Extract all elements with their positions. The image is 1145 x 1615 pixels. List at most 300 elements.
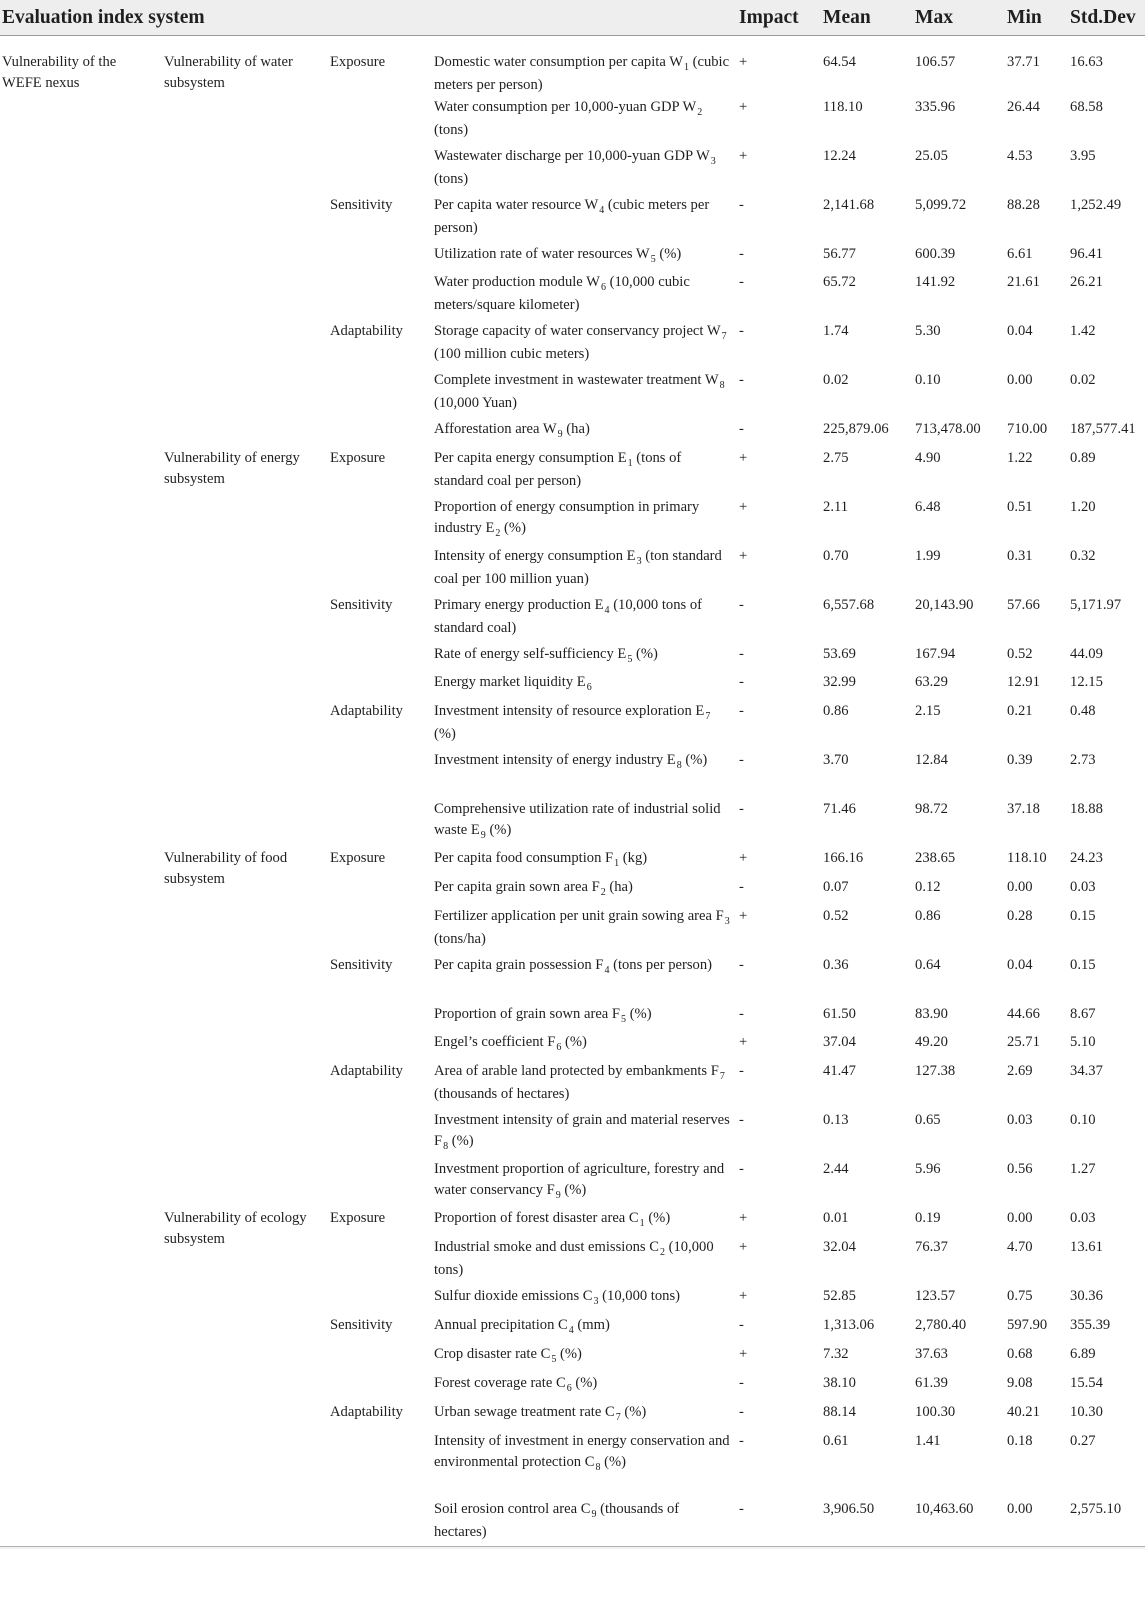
max-cell: 0.12 <box>915 879 941 895</box>
indicator-subscript: 5 <box>627 654 633 665</box>
dimension-cell: Adaptability <box>330 1404 403 1420</box>
mean-cell: 118.10 <box>823 99 863 115</box>
indicator-subscript: 1 <box>614 858 620 869</box>
min-cell: 2.69 <box>1007 1063 1033 1079</box>
indicator-name: Investment intensity of resource exploration E <box>434 703 705 719</box>
indicator-subscript: 9 <box>557 429 563 440</box>
indicator-unit: (%) <box>626 1006 652 1022</box>
indicator-name: Fertilizer application per unit grain sowing area F <box>434 908 724 924</box>
mean-cell: 0.52 <box>823 908 849 924</box>
indicator-cell <box>434 144 739 193</box>
indicator-cell <box>434 748 739 797</box>
impact-cell: - <box>739 372 744 388</box>
mean-cell: 52.85 <box>823 1288 856 1304</box>
indicator-cell <box>434 1059 739 1108</box>
indicator-unit: (%) <box>560 1181 587 1198</box>
impact-cell: + <box>739 148 748 164</box>
indicator-name: Proportion of grain sown area F <box>434 1006 621 1022</box>
impact-cell: - <box>739 957 744 973</box>
indicator-unit: (ton standard coal per 100 million yuan) <box>434 548 722 587</box>
max-cell: 0.64 <box>915 957 941 973</box>
std-cell: 5.10 <box>1070 1034 1096 1050</box>
max-cell: 83.90 <box>915 1006 948 1022</box>
indicator-cell <box>434 1342 739 1371</box>
indicator-name: Domestic water consumption per capita W <box>434 54 683 70</box>
indicator-unit: (%) <box>571 1375 598 1391</box>
indicator-unit: (%) <box>632 646 658 662</box>
dimension-cell: Exposure <box>330 450 386 466</box>
impact-cell: + <box>739 1288 748 1304</box>
min-cell: 21.61 <box>1007 274 1040 290</box>
std-cell: 15.54 <box>1070 1375 1103 1391</box>
table-row <box>0 36 1145 96</box>
impact-cell: + <box>739 548 748 564</box>
std-cell: 34.37 <box>1070 1063 1103 1079</box>
impact-cell: - <box>739 421 744 437</box>
indicator-subscript: 3 <box>724 916 730 927</box>
indicator-name: Wastewater discharge per 10,000-yuan GDP W <box>434 148 710 164</box>
min-cell: 1.22 <box>1007 450 1033 466</box>
indicator-name: Soil erosion control area C <box>434 1501 591 1517</box>
indicator-cell <box>434 242 739 270</box>
indicator-name: Afforestation area W <box>434 421 557 437</box>
indicator-subscript: 9 <box>480 829 486 841</box>
indicator-name: Water consumption per 10,000-yuan GDP W <box>434 99 697 115</box>
min-cell: 0.31 <box>1007 548 1033 564</box>
impact-cell: - <box>739 1375 744 1391</box>
impact-cell: - <box>739 1006 744 1022</box>
impact-cell: + <box>739 450 748 466</box>
indicator-name: Comprehensive utilization rate of industrial solid waste E <box>434 801 721 838</box>
indicator-cell <box>434 699 739 748</box>
indicator-unit: (ha) <box>605 879 633 895</box>
indicator-subscript: 7 <box>705 711 711 722</box>
min-cell: 12.91 <box>1007 674 1040 690</box>
std-cell: 0.02 <box>1070 372 1096 388</box>
impact-cell: - <box>739 674 744 690</box>
indicator-unit: (tons) <box>434 121 469 138</box>
impact-cell: + <box>739 1210 748 1226</box>
indicator-unit: (10,000 cubic meters/square kilometer) <box>434 274 690 313</box>
indicator-name: Proportion of forest disaster area C <box>434 1210 639 1226</box>
max-cell: 167.94 <box>915 646 956 662</box>
indicator-cell <box>434 1157 739 1206</box>
indicator-cell <box>434 417 739 446</box>
table-row <box>0 1206 1145 1235</box>
std-cell: 96.41 <box>1070 246 1103 262</box>
min-cell: 26.44 <box>1007 99 1040 115</box>
std-cell: 24.23 <box>1070 850 1103 866</box>
std-cell: 1,252.49 <box>1070 197 1122 213</box>
std-cell: 26.21 <box>1070 274 1103 290</box>
mean-cell: 225,879.06 <box>823 421 889 437</box>
indicator-unit: (100 million cubic meters) <box>434 345 590 362</box>
indicator-name: Water production module W <box>434 274 600 290</box>
indicator-subscript: 1 <box>639 1218 645 1229</box>
dimension-cell: Adaptability <box>330 323 403 339</box>
min-cell: 88.28 <box>1007 197 1040 213</box>
min-cell: 710.00 <box>1007 421 1048 437</box>
mean-cell: 2.11 <box>823 499 849 515</box>
mean-cell: 38.10 <box>823 1375 856 1391</box>
std-cell: 2,575.10 <box>1070 1501 1122 1517</box>
std-cell: 3.95 <box>1070 148 1096 164</box>
indicator-name: Per capita grain sown area F <box>434 879 600 895</box>
mean-cell: 0.13 <box>823 1112 849 1128</box>
mean-cell: 3.70 <box>823 752 849 768</box>
table-footer-rule <box>0 1546 1145 1549</box>
table-row <box>0 446 1145 495</box>
indicator-unit: (tons) <box>434 170 469 187</box>
indicator-subscript: 5 <box>621 1014 627 1025</box>
mean-cell: 2.44 <box>823 1161 849 1177</box>
mean-cell: 0.36 <box>823 957 849 973</box>
indicator-name: Complete investment in wastewater treatment W <box>434 372 719 388</box>
mean-cell: 0.61 <box>823 1433 849 1449</box>
indicator-name: Annual precipitation C <box>434 1317 568 1333</box>
dimension-cell: Sensitivity <box>330 597 393 613</box>
max-cell: 5,099.72 <box>915 197 967 213</box>
indicator-subscript: 7 <box>719 1071 725 1082</box>
mean-cell: 88.14 <box>823 1404 856 1420</box>
indicator-name: Utilization rate of water resources W <box>434 246 650 262</box>
std-cell: 1.42 <box>1070 323 1096 339</box>
dimension-cell: Adaptability <box>330 703 403 719</box>
indicator-unit: (cubic meters per person) <box>434 54 730 93</box>
indicator-name: Storage capacity of water conservancy project W <box>434 323 721 339</box>
max-cell: 238.65 <box>915 850 956 866</box>
indicator-subscript: 1 <box>627 458 633 469</box>
impact-cell: - <box>739 879 744 895</box>
indicator-cell <box>434 642 739 670</box>
min-cell: 0.03 <box>1007 1112 1033 1128</box>
indicator-subscript: 8 <box>443 1140 449 1152</box>
mean-cell: 32.99 <box>823 674 856 690</box>
header-std-dev: Std.Dev <box>1070 0 1145 36</box>
impact-cell: - <box>739 1404 744 1420</box>
max-cell: 0.86 <box>915 908 941 924</box>
indicator-subscript: 4 <box>599 205 605 216</box>
indicator-subscript: 5 <box>551 1354 557 1365</box>
indicator-unit: (%) <box>644 1210 671 1226</box>
min-cell: 6.61 <box>1007 246 1033 262</box>
indicator-unit: (%) <box>681 752 708 768</box>
min-cell: 40.21 <box>1007 1404 1040 1420</box>
mean-cell: 0.02 <box>823 372 849 388</box>
indicator-cell <box>434 670 739 699</box>
indicator-name: Proportion of energy consumption in primary industry E <box>434 499 700 536</box>
std-cell: 0.10 <box>1070 1112 1096 1128</box>
mean-cell: 1.74 <box>823 323 849 339</box>
indicator-cell <box>434 1313 739 1342</box>
indicator-subscript: 3 <box>593 1296 599 1307</box>
indicator-cell <box>434 904 739 953</box>
indicator-name: Intensity of energy consumption E <box>434 548 636 564</box>
indicator-cell <box>434 1235 739 1284</box>
indicator-cell <box>434 1002 739 1030</box>
impact-cell: + <box>739 99 748 115</box>
indicator-name: Industrial smoke and dust emissions C <box>434 1239 659 1255</box>
indicator-name: Per capita energy consumption E <box>434 450 627 466</box>
indicator-subscript: 2 <box>659 1247 665 1258</box>
mean-cell: 61.50 <box>823 1006 856 1022</box>
impact-cell: - <box>739 703 744 719</box>
min-cell: 0.18 <box>1007 1433 1033 1449</box>
indicator-name: Engel’s coefficient F <box>434 1034 556 1050</box>
header-evaluation-index-system: Evaluation index system <box>0 0 739 36</box>
min-cell: 9.08 <box>1007 1375 1033 1391</box>
mean-cell: 37.04 <box>823 1034 856 1050</box>
indicator-cell <box>434 593 739 642</box>
mean-cell: 7.32 <box>823 1346 849 1362</box>
indicator-subscript: 9 <box>591 1509 597 1520</box>
indicator-cell <box>434 1371 739 1400</box>
std-cell: 0.03 <box>1070 879 1096 895</box>
max-cell: 63.29 <box>915 674 948 690</box>
indicator-subscript: 3 <box>710 156 716 167</box>
subsystem-cell: Vulnerability of food subsystem <box>164 850 288 887</box>
mean-cell: 166.16 <box>823 850 864 866</box>
indicator-cell <box>434 1206 739 1235</box>
impact-cell: + <box>739 908 748 924</box>
indicator-cell <box>434 319 739 368</box>
mean-cell: 53.69 <box>823 646 856 662</box>
std-cell: 0.32 <box>1070 548 1096 564</box>
indicator-name: Investment intensity of grain and material reserves F <box>434 1112 730 1149</box>
subsystem-cell: Vulnerability of energy subsystem <box>164 450 300 487</box>
indicator-subscript: 2 <box>697 107 703 118</box>
impact-cell: - <box>739 197 744 213</box>
indicator-subscript: 2 <box>495 527 501 539</box>
std-cell: 1.20 <box>1070 499 1096 515</box>
max-cell: 6.48 <box>915 499 941 515</box>
max-cell: 5.96 <box>915 1161 941 1177</box>
max-cell: 1.99 <box>915 548 941 564</box>
indicator-cell <box>434 95 739 144</box>
indicator-cell <box>434 36 739 96</box>
dimension-cell: Adaptability <box>330 1063 403 1079</box>
std-cell: 0.27 <box>1070 1433 1096 1449</box>
min-cell: 0.04 <box>1007 323 1033 339</box>
subsystem-cell: Vulnerability of ecology subsystem <box>164 1210 307 1247</box>
indicator-unit: (10,000 tons of standard coal) <box>434 597 702 636</box>
indicator-unit: (%) <box>448 1132 474 1149</box>
std-cell: 18.88 <box>1070 801 1103 817</box>
table-body <box>0 36 1145 1547</box>
indicator-cell <box>434 953 739 1002</box>
min-cell: 0.75 <box>1007 1288 1033 1304</box>
std-cell: 10.30 <box>1070 1404 1103 1420</box>
indicator-subscript: 6 <box>556 1042 562 1053</box>
indicator-unit: (%) <box>556 1346 582 1362</box>
indicator-unit: (%) <box>434 725 456 742</box>
std-cell: 13.61 <box>1070 1239 1103 1255</box>
max-cell: 10,463.60 <box>915 1501 974 1517</box>
min-cell: 0.51 <box>1007 499 1033 515</box>
std-cell: 12.15 <box>1070 674 1103 690</box>
indicator-cell <box>434 544 739 593</box>
std-cell: 2.73 <box>1070 752 1096 768</box>
indicator-subscript: 8 <box>676 760 682 771</box>
indicator-subscript: 8 <box>595 1461 601 1473</box>
mean-cell: 1,313.06 <box>823 1317 875 1333</box>
dimension-cell: Sensitivity <box>330 1317 393 1333</box>
indicator-cell <box>434 1030 739 1059</box>
min-cell: 0.00 <box>1007 1210 1033 1226</box>
impact-cell: - <box>739 1433 744 1449</box>
indicator-unit: (%) <box>600 1453 627 1470</box>
indicator-cell <box>434 797 739 846</box>
std-cell: 16.63 <box>1070 54 1103 70</box>
std-cell: 30.36 <box>1070 1288 1103 1304</box>
std-cell: 0.48 <box>1070 703 1096 719</box>
max-cell: 37.63 <box>915 1346 948 1362</box>
std-cell: 8.67 <box>1070 1006 1096 1022</box>
indicator-unit: (10,000 tons) <box>598 1288 680 1304</box>
mean-cell: 6,557.68 <box>823 597 875 613</box>
min-cell: 118.10 <box>1007 850 1047 866</box>
impact-cell: + <box>739 850 748 866</box>
indicator-name: Primary energy production E <box>434 597 604 613</box>
min-cell: 0.00 <box>1007 879 1033 895</box>
mean-cell: 64.54 <box>823 54 856 70</box>
max-cell: 100.30 <box>915 1404 956 1420</box>
min-cell: 25.71 <box>1007 1034 1040 1050</box>
indicator-name: Crop disaster rate C <box>434 1346 551 1362</box>
subsystem-cell: Vulnerability of water subsystem <box>164 54 293 91</box>
impact-cell: - <box>739 646 744 662</box>
max-cell: 106.57 <box>915 54 956 70</box>
min-cell: 37.18 <box>1007 801 1040 817</box>
max-cell: 61.39 <box>915 1375 948 1391</box>
min-cell: 37.71 <box>1007 54 1040 70</box>
std-cell: 187,577.41 <box>1070 421 1136 437</box>
mean-cell: 41.47 <box>823 1063 856 1079</box>
mean-cell: 32.04 <box>823 1239 856 1255</box>
mean-cell: 71.46 <box>823 801 856 817</box>
mean-cell: 12.24 <box>823 148 856 164</box>
impact-cell: - <box>739 1161 744 1177</box>
min-cell: 4.53 <box>1007 148 1033 164</box>
std-cell: 6.89 <box>1070 1346 1096 1362</box>
mean-cell: 2.75 <box>823 450 849 466</box>
impact-cell: - <box>739 597 744 613</box>
indicator-subscript: 6 <box>566 1383 572 1394</box>
indicator-subscript: 3 <box>636 556 642 567</box>
max-cell: 2,780.40 <box>915 1317 967 1333</box>
max-cell: 12.84 <box>915 752 948 768</box>
indicator-cell <box>434 1284 739 1313</box>
max-cell: 2.15 <box>915 703 941 719</box>
impact-cell: - <box>739 752 744 768</box>
max-cell: 49.20 <box>915 1034 948 1050</box>
indicator-name: Per capita water resource W <box>434 197 599 213</box>
impact-cell: + <box>739 1346 748 1362</box>
indicator-cell <box>434 875 739 904</box>
std-cell: 1.27 <box>1070 1161 1096 1177</box>
indicator-unit: (tons/ha) <box>434 930 486 947</box>
impact-cell: + <box>739 1239 748 1255</box>
max-cell: 25.05 <box>915 148 948 164</box>
indicator-unit: (ha) <box>562 421 590 437</box>
std-cell: 0.03 <box>1070 1210 1096 1226</box>
impact-cell: - <box>739 801 744 817</box>
indicator-cell <box>434 495 739 544</box>
indicator-unit: (%) <box>500 519 526 536</box>
max-cell: 600.39 <box>915 246 956 262</box>
indicator-cell <box>434 1497 739 1546</box>
min-cell: 0.68 <box>1007 1346 1033 1362</box>
indicator-unit: (tons of standard coal per person) <box>434 450 682 489</box>
impact-cell: + <box>739 499 748 515</box>
max-cell: 0.10 <box>915 372 941 388</box>
header-impact: Impact <box>739 0 823 36</box>
impact-cell: + <box>739 1034 748 1050</box>
indicator-subscript: 5 <box>650 254 656 265</box>
indicator-subscript: 7 <box>721 331 727 342</box>
indicator-cell <box>434 270 739 319</box>
system-cell: Vulnerability of the WEFE nexus <box>2 54 117 91</box>
max-cell: 20,143.90 <box>915 597 974 613</box>
impact-cell: - <box>739 1112 744 1128</box>
max-cell: 76.37 <box>915 1239 948 1255</box>
indicator-unit: (mm) <box>573 1317 610 1333</box>
indicator-unit: (10,000 Yuan) <box>434 394 517 411</box>
mean-cell: 0.86 <box>823 703 849 719</box>
max-cell: 0.65 <box>915 1112 941 1128</box>
max-cell: 1.41 <box>915 1433 941 1449</box>
impact-cell: - <box>739 1501 744 1517</box>
indicator-name: Investment intensity of energy industry E <box>434 752 676 768</box>
indicator-cell <box>434 368 739 417</box>
indicator-name: Energy market liquidity E <box>434 674 586 690</box>
indicator-name: Area of arable land protected by embankments F <box>434 1063 719 1079</box>
indicator-name: Forest coverage rate C <box>434 1375 566 1391</box>
indicator-name: Urban sewage treatment rate C <box>434 1404 615 1420</box>
min-cell: 597.90 <box>1007 1317 1048 1333</box>
indicator-unit: (%) <box>561 1034 587 1050</box>
indicator-cell <box>434 446 739 495</box>
max-cell: 5.30 <box>915 323 941 339</box>
min-cell: 0.28 <box>1007 908 1033 924</box>
indicator-subscript: 6 <box>586 682 592 693</box>
indicator-unit: (%) <box>655 246 682 262</box>
min-cell: 0.52 <box>1007 646 1033 662</box>
header-min: Min <box>1007 0 1070 36</box>
indicator-cell <box>434 193 739 242</box>
indicator-subscript: 6 <box>600 282 606 293</box>
indicator-unit: (10,000 tons) <box>434 1239 714 1278</box>
indicator-name: Investment proportion of agriculture, forestry and water conservancy F <box>434 1161 725 1198</box>
indicator-subscript: 2 <box>600 887 606 898</box>
std-cell: 5,171.97 <box>1070 597 1122 613</box>
mean-cell: 0.70 <box>823 548 849 564</box>
indicator-subscript: 4 <box>604 965 610 976</box>
impact-cell: - <box>739 246 744 262</box>
indicator-unit: (kg) <box>619 850 648 866</box>
std-cell: 44.09 <box>1070 646 1103 662</box>
min-cell: 0.39 <box>1007 752 1033 768</box>
min-cell: 57.66 <box>1007 597 1040 613</box>
dimension-cell: Sensitivity <box>330 957 393 973</box>
indicator-cell <box>434 1108 739 1157</box>
std-cell: 0.15 <box>1070 957 1096 973</box>
header-row <box>0 0 1145 36</box>
std-cell: 0.15 <box>1070 908 1096 924</box>
indicator-subscript: 7 <box>615 1412 621 1423</box>
indicator-name: Per capita food consumption F <box>434 850 614 866</box>
indicator-name: Intensity of investment in energy conservation and environmental protection C <box>434 1433 730 1470</box>
